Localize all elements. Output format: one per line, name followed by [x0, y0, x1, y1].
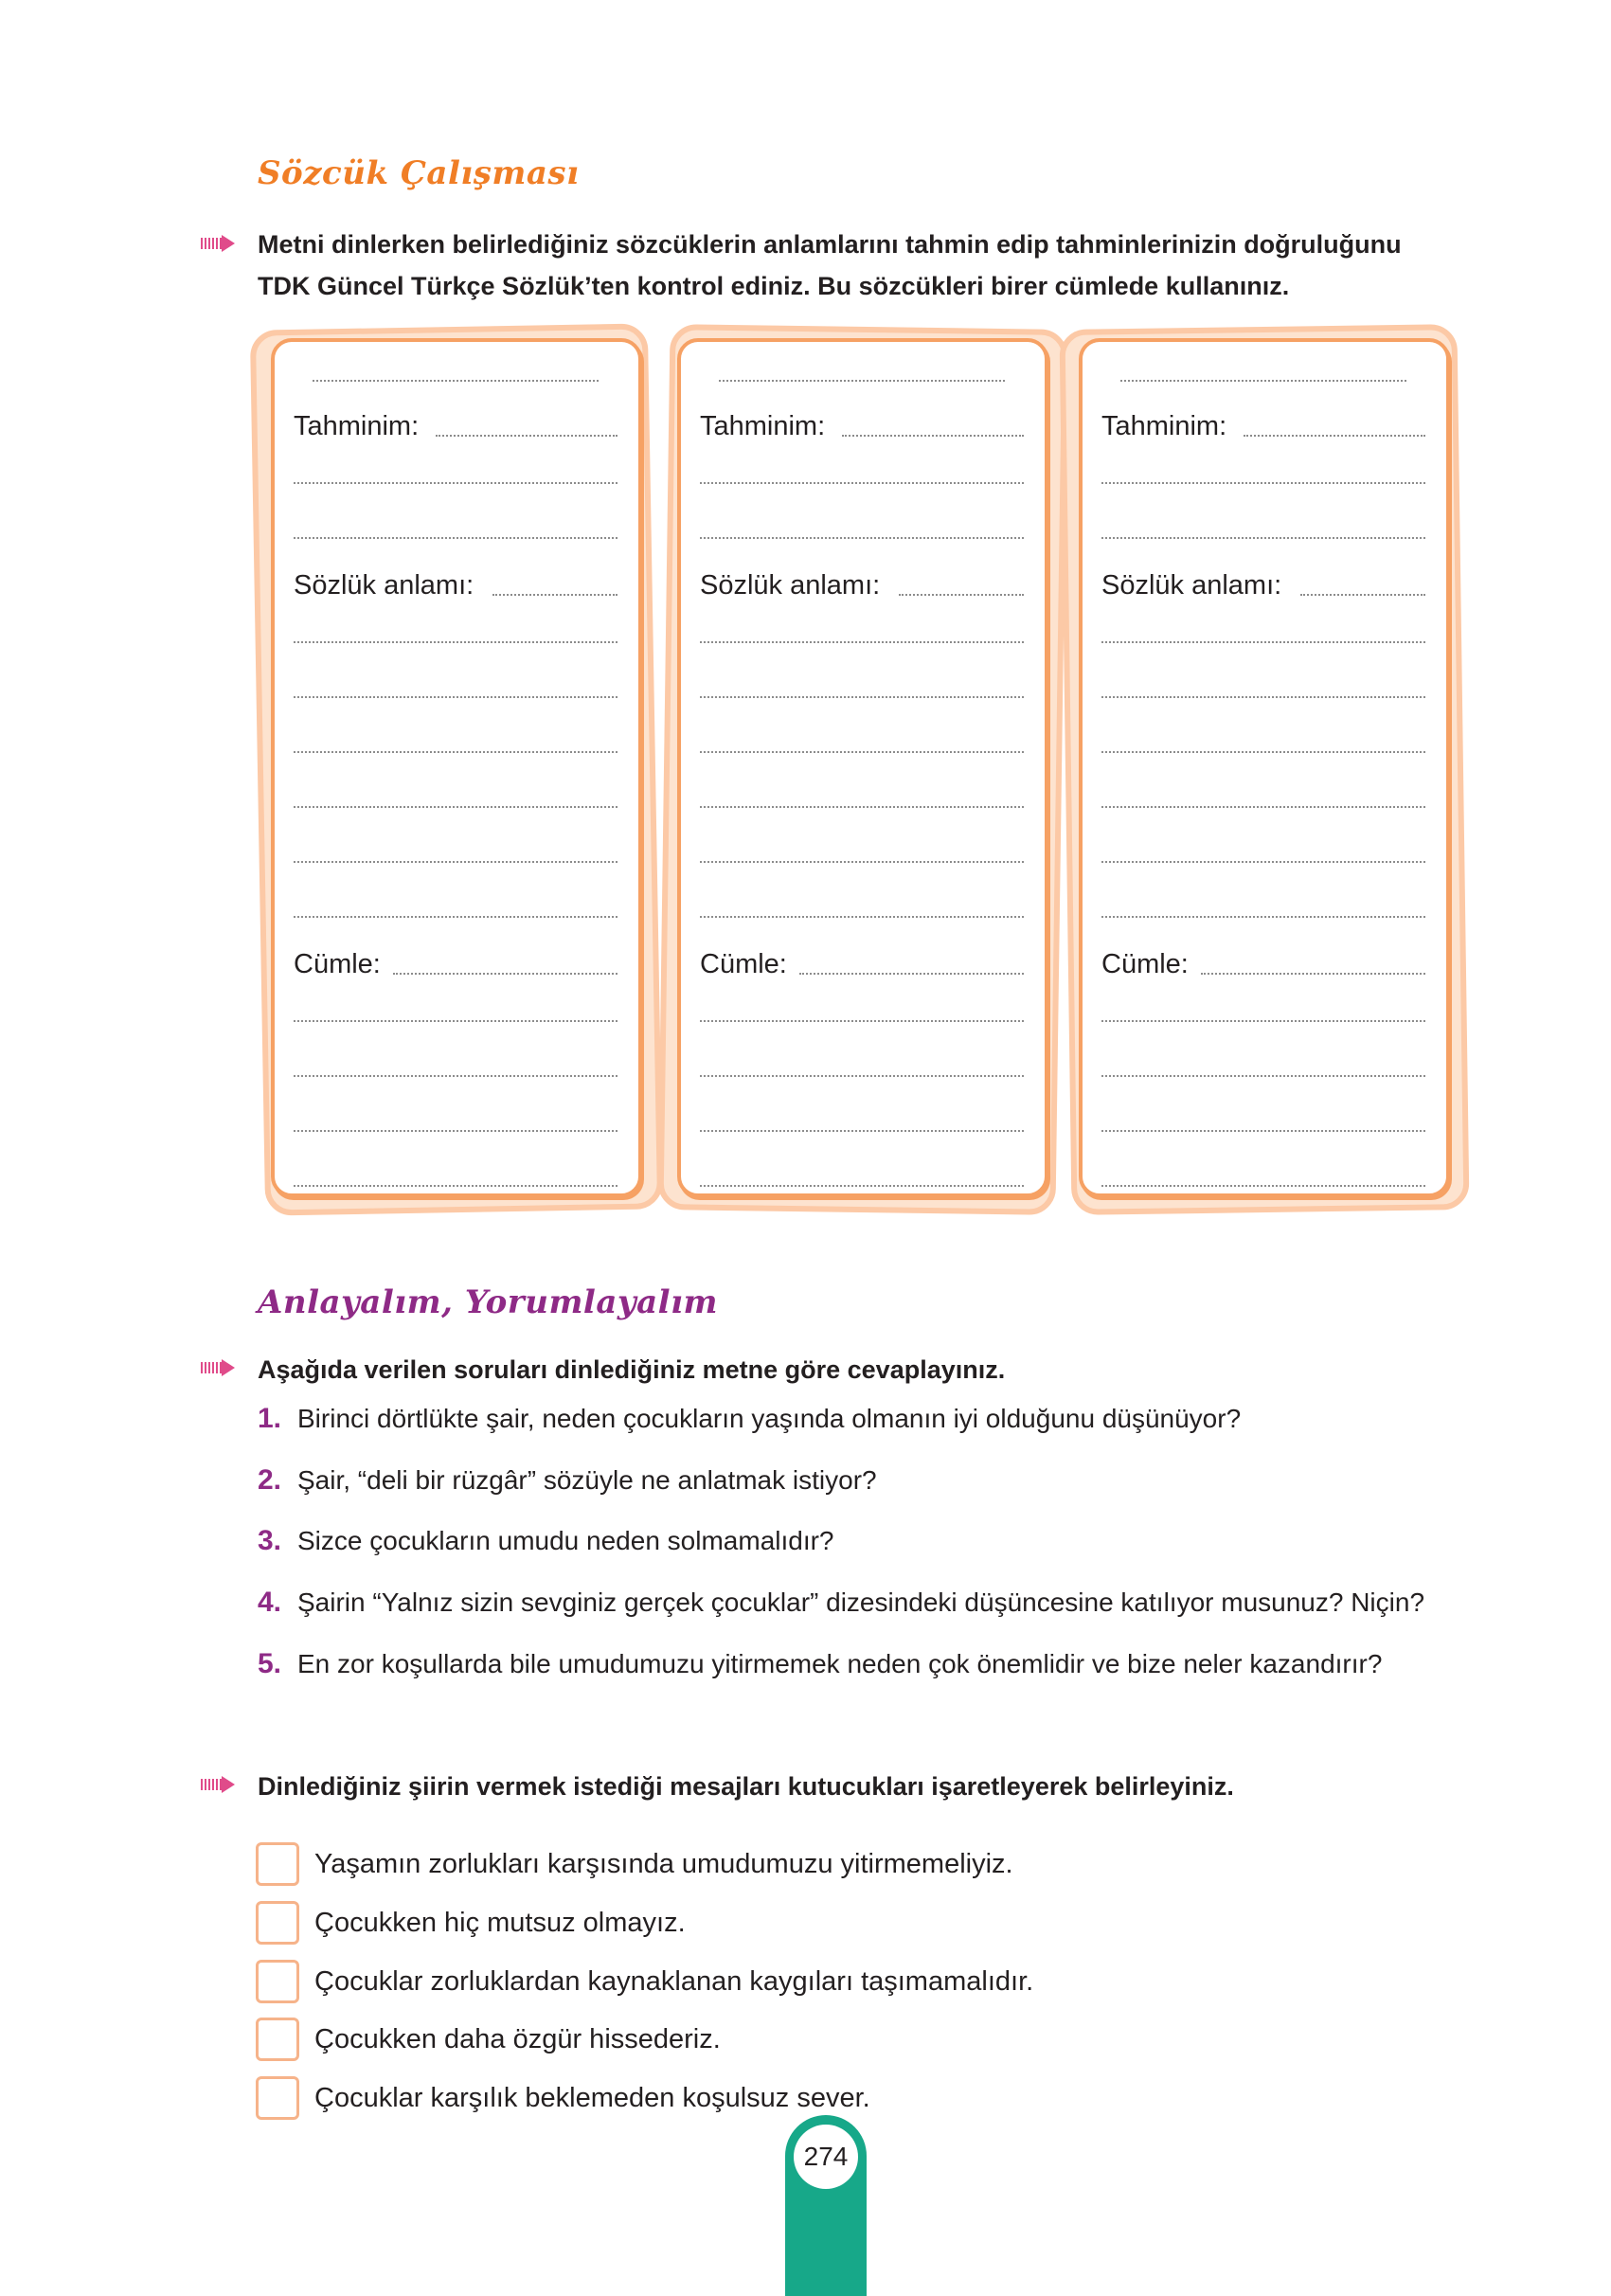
question-4: 4. Şairin “Yalnız sizin sevginiz gerçek çocuklar” dizesindeki düşüncesine katılıyor musunuz? Niçin?: [258, 1587, 1425, 1618]
answer-line[interactable]: [294, 641, 618, 643]
guess-label: Tahminim:: [700, 410, 832, 442]
answer-line[interactable]: [700, 1130, 1024, 1132]
word-line[interactable]: [719, 380, 1005, 382]
checkbox[interactable]: [256, 2018, 299, 2061]
meaning-label: Sözlük anlamı:: [294, 569, 481, 601]
answer-line[interactable]: [700, 751, 1024, 753]
question-5: 5. En zor koşullarda bile umudumuzu yitirmemek neden çok önemlidir ve bize neler kazandırır?: [258, 1648, 1383, 1679]
answer-line[interactable]: [1101, 482, 1425, 484]
option-text: Çocukken hiç mutsuz olmayız.: [314, 1908, 686, 1938]
word-card-3: [1065, 327, 1463, 1212]
checkbox[interactable]: [256, 1842, 299, 1886]
answer-line[interactable]: [1101, 1130, 1425, 1132]
answer-line[interactable]: [700, 537, 1024, 539]
arrow-bullet-icon: [201, 1359, 241, 1376]
option-text: Çocuklar karşılık beklemeden koşulsuz sever.: [314, 2083, 870, 2113]
sentence-label: Cümle:: [1101, 948, 1196, 980]
answer-line[interactable]: [700, 482, 1024, 484]
answer-line[interactable]: [294, 1130, 618, 1132]
sentence-label: Cümle:: [700, 948, 795, 980]
answer-line[interactable]: [1101, 537, 1425, 539]
instruction-questions: Aşağıda verilen soruları dinlediğiniz metne göre cevaplayınız.: [258, 1355, 1006, 1384]
answer-line[interactable]: [1101, 861, 1425, 863]
answer-line[interactable]: [294, 482, 618, 484]
sentence-label: Cümle:: [294, 948, 388, 980]
answer-line[interactable]: [294, 806, 618, 808]
answer-line[interactable]: [294, 751, 618, 753]
answer-line[interactable]: [700, 806, 1024, 808]
answer-line[interactable]: [1101, 1075, 1425, 1077]
answer-line[interactable]: [294, 537, 618, 539]
option-text: Çocuklar zorluklardan kaynaklanan kaygıları taşımamalıdır.: [314, 1966, 1034, 1997]
arrow-bullet-icon: [201, 1776, 241, 1793]
answer-line[interactable]: [294, 696, 618, 698]
guess-label: Tahminim:: [1101, 410, 1234, 442]
word-line[interactable]: [1120, 380, 1406, 382]
answer-line[interactable]: [1101, 751, 1425, 753]
answer-line[interactable]: [294, 1185, 618, 1187]
question-1: 1. Birinci dörtlükte şair, neden çocukların yaşında olmanın iyi olduğunu düşünüyor?: [258, 1403, 1242, 1434]
answer-line[interactable]: [294, 861, 618, 863]
answer-line[interactable]: [1101, 916, 1425, 918]
option-text: Çocukken daha özgür hissederiz.: [314, 2024, 721, 2054]
answer-line[interactable]: [700, 1185, 1024, 1187]
answer-line[interactable]: [294, 1020, 618, 1022]
answer-line[interactable]: [1101, 806, 1425, 808]
answer-line[interactable]: [700, 1020, 1024, 1022]
instruction-checkboxes: Dinlediğiniz şiirin vermek istediği mesajları kutucukları işaretleyerek belirleyiniz.: [258, 1772, 1234, 1801]
instruction-word-study: Metni dinlerken belirlediğiniz sözcüklerin anlamlarını tahmin edip tahminlerinizin doğruluğunu TDK Güncel Türkçe Sözlük’ten kontrol ediniz. Bu sözcükleri birer cümlede kullanınız.: [258, 230, 1402, 300]
answer-line[interactable]: [1101, 696, 1425, 698]
answer-line[interactable]: [1101, 641, 1425, 643]
section-title-word-study: Sözcük Çalışması: [258, 154, 580, 192]
arrow-bullet-icon: [201, 235, 241, 252]
section-title-comprehension: Anlayalım, Yorumlayalım: [258, 1283, 718, 1321]
answer-line[interactable]: [700, 641, 1024, 643]
answer-line[interactable]: [1101, 1020, 1425, 1022]
meaning-label: Sözlük anlamı:: [1101, 569, 1289, 601]
answer-line[interactable]: [294, 1075, 618, 1077]
word-card-2: [664, 327, 1062, 1212]
answer-line[interactable]: [700, 861, 1024, 863]
answer-line[interactable]: [700, 916, 1024, 918]
question-2: 2. Şair, “deli bir rüzgâr” sözüyle ne anlatmak istiyor?: [258, 1464, 877, 1496]
checkbox[interactable]: [256, 1960, 299, 2003]
answer-line[interactable]: [700, 696, 1024, 698]
page-number: 274: [794, 2125, 858, 2189]
answer-line[interactable]: [1101, 1185, 1425, 1187]
question-3: 3. Sizce çocukların umudu neden solmamalıdır?: [258, 1525, 834, 1556]
option-text: Yaşamın zorlukları karşısında umudumuzu yitirmemeliyiz.: [314, 1849, 1013, 1879]
checkbox[interactable]: [256, 2076, 299, 2120]
guess-label: Tahminim:: [294, 410, 426, 442]
word-line[interactable]: [313, 380, 599, 382]
meaning-label: Sözlük anlamı:: [700, 569, 887, 601]
word-card-1: [258, 327, 655, 1212]
answer-line[interactable]: [700, 1075, 1024, 1077]
answer-line[interactable]: [294, 916, 618, 918]
checkbox[interactable]: [256, 1901, 299, 1945]
